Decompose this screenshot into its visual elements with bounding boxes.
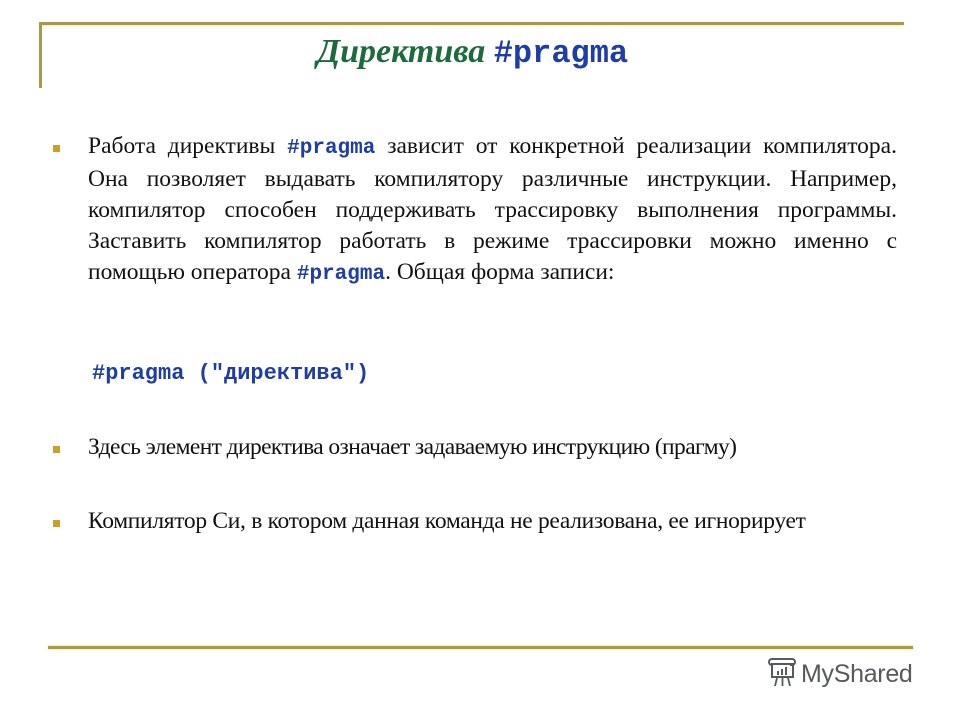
bullet-paragraph-3: Компилятор Си, в котором данная команда не реализована, ее игнорирует — [88, 508, 806, 534]
frame-bottom-line — [48, 646, 913, 649]
bullet-marker-icon — [53, 446, 60, 453]
inline-code: #pragma — [287, 137, 376, 160]
inline-code: #pragma — [296, 263, 386, 286]
presentation-board-icon — [767, 656, 797, 693]
bullet-marker-icon — [53, 520, 60, 527]
code-example: #pragma ("директива") — [92, 361, 370, 386]
paragraph-text: . Общая форма записи: — [385, 259, 615, 285]
logo-text: MyShared — [801, 659, 913, 688]
bullet-paragraph-1 — [88, 131, 897, 290]
paragraph-text: зависит от конкретной реализации компилятора. Она позволяет выдавать компилятору различные инструкции. Например, компилятор способен поддерживать трассировку выполнения программы. Заставить компилятор работать в режиме трассировки можно именно с помощью оператора — [88, 133, 897, 285]
bullet-paragraph-2: Здесь элемент директива означает задаваемую инструкцию (прагму) — [88, 434, 737, 460]
bullet-marker-icon — [53, 145, 60, 152]
frame-top-line — [39, 22, 904, 25]
myshared-logo[interactable] — [767, 656, 913, 692]
paragraph-text: Работа директивы — [88, 133, 288, 159]
title-text: Директива — [316, 33, 486, 70]
title-code: #pragma — [493, 35, 629, 72]
slide-title — [0, 30, 945, 76]
